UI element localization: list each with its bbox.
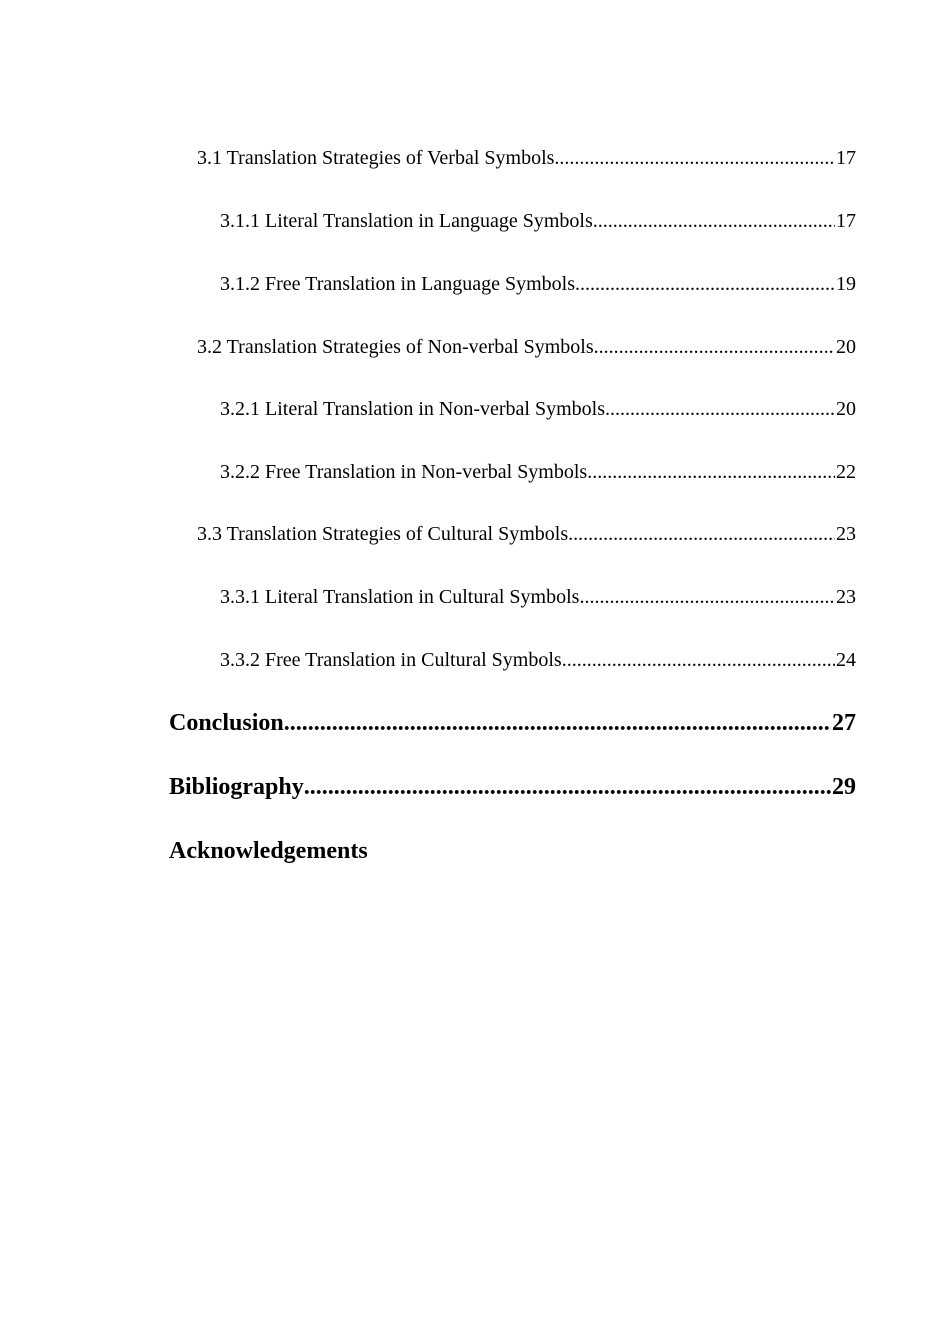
toc-entry-title: 3.2.1 Literal Translation in Non-verbal Symbols <box>220 398 605 420</box>
dot-leader <box>587 461 835 484</box>
toc-entry-3-3-1[interactable] <box>220 586 856 609</box>
toc-entry-page: 22 <box>836 461 856 483</box>
toc-entry-title: 3.1.1 Literal Translation in Language Symbols <box>220 210 593 232</box>
toc-entry-3-1[interactable] <box>197 147 856 170</box>
toc-entry-title: 3.1.2 Free Translation in Language Symbols <box>220 273 575 295</box>
toc-entry-page: 19 <box>836 273 856 295</box>
toc-entry-page: 17 <box>836 147 856 169</box>
toc-entry-3-3[interactable] <box>197 523 856 546</box>
toc-entry-bibliography[interactable] <box>169 774 856 801</box>
toc-entry-3-1-1[interactable] <box>220 210 856 233</box>
toc-entry-page: 20 <box>836 398 856 420</box>
toc-entry-page: 17 <box>836 210 856 232</box>
toc-entry-3-2-2[interactable] <box>220 461 856 484</box>
toc-entry-page: 27 <box>832 710 856 736</box>
toc-entry-title: 3.3 Translation Strategies of Cultural Symbols <box>197 523 569 545</box>
toc-entry-page: 23 <box>836 523 856 545</box>
toc-entry-page: 29 <box>832 774 856 800</box>
toc-entry-title: Acknowledgements <box>169 838 368 864</box>
toc-entry-title: 3.1 Translation Strategies of Verbal Symbols <box>197 147 555 169</box>
toc-entry-title: Bibliography <box>169 774 304 800</box>
toc-entry-title: Conclusion <box>169 710 284 736</box>
dot-leader <box>568 523 835 546</box>
dot-leader <box>594 336 835 359</box>
toc-entry-3-3-2[interactable] <box>220 649 856 672</box>
dot-leader <box>562 649 835 672</box>
dot-leader <box>575 273 835 296</box>
toc-entry-title: 3.3.2 Free Translation in Cultural Symbols <box>220 649 562 671</box>
dot-leader <box>579 586 835 609</box>
dot-leader <box>593 210 835 233</box>
dot-leader <box>284 710 831 737</box>
toc-entry-3-1-2[interactable] <box>220 273 856 296</box>
toc-entry-conclusion[interactable] <box>169 710 856 737</box>
dot-leader <box>554 147 835 170</box>
toc-entry-title: 3.2 Translation Strategies of Non-verbal Symbols <box>197 336 594 358</box>
toc-entry-title: 3.3.1 Literal Translation in Cultural Symbols <box>220 586 580 608</box>
toc-entry-3-2-1[interactable] <box>220 398 856 421</box>
toc-entry-3-2[interactable] <box>197 336 856 359</box>
toc-entry-title: 3.2.2 Free Translation in Non-verbal Symbols <box>220 461 588 483</box>
dot-leader <box>304 774 831 801</box>
toc-entry-acknowledgements[interactable] <box>169 838 368 865</box>
dot-leader <box>605 398 835 421</box>
toc-entry-page: 24 <box>836 649 856 671</box>
toc-entry-page: 23 <box>836 586 856 608</box>
toc-entry-page: 20 <box>836 336 856 358</box>
